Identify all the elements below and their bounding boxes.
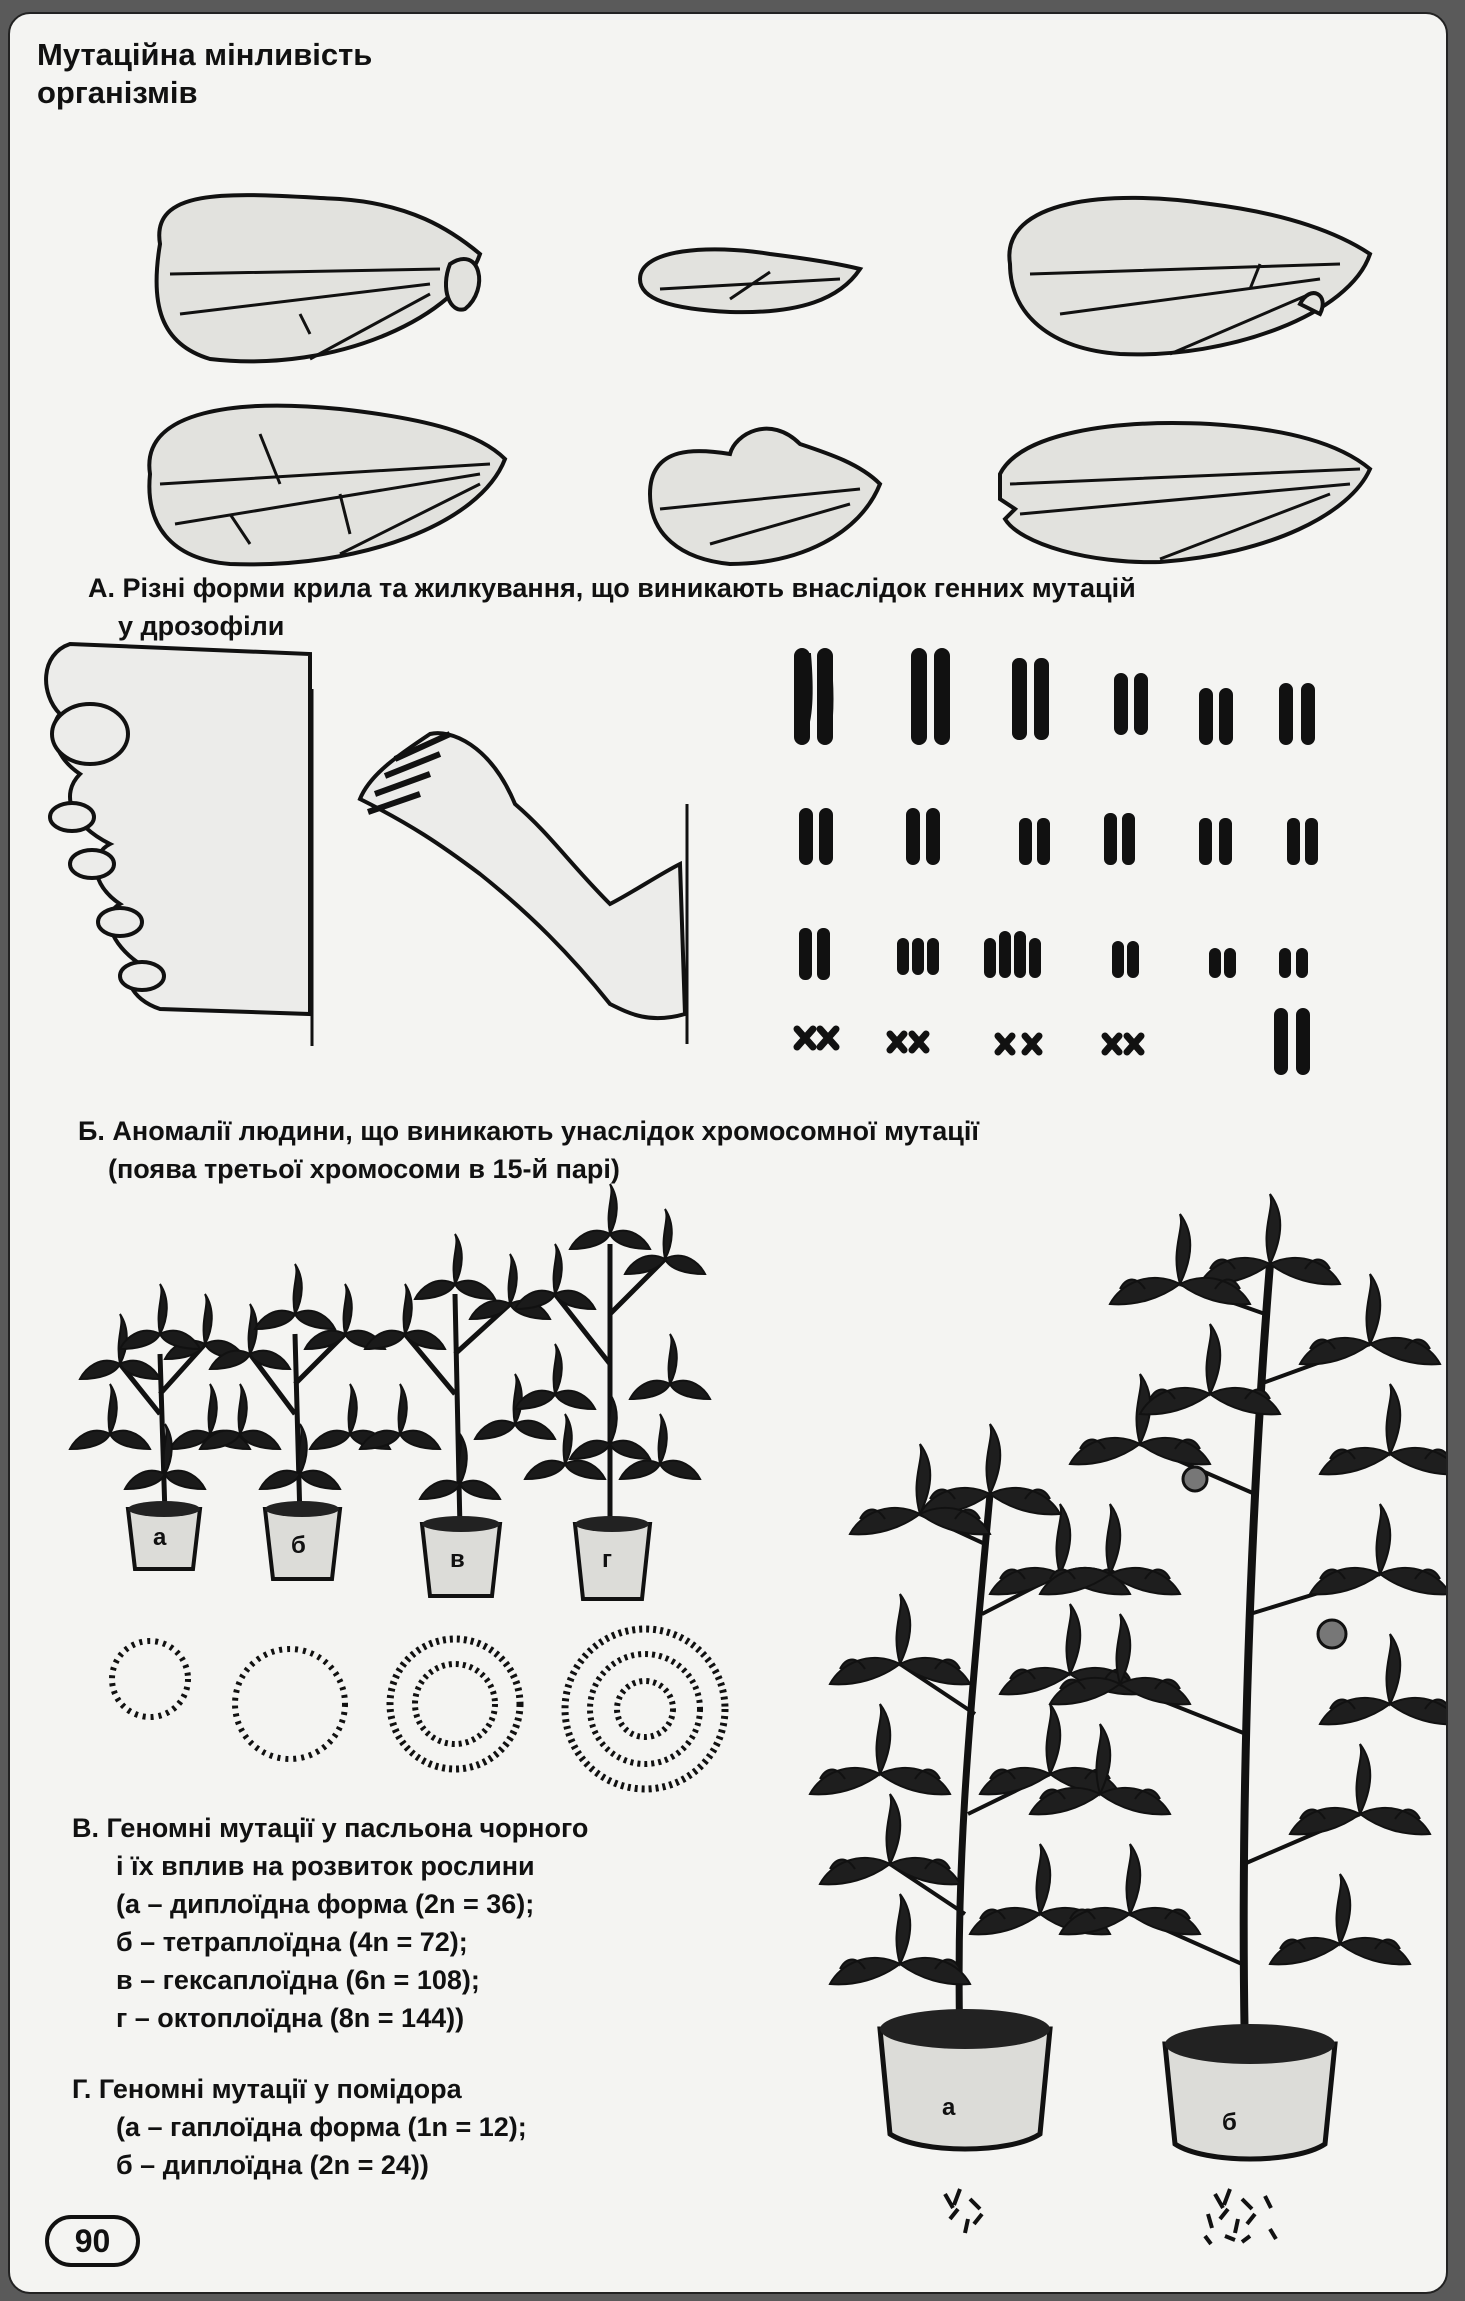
figure-g-caption-line-3: б – диплоїдна (2n = 24)): [116, 2150, 429, 2180]
figure-v-caption-line-6: г – октоплоїдна (8n = 144)): [116, 2003, 465, 2033]
figure-b-caption-line-1: Б. Аномалії людини, що виникають унаслідок хромосомної мутації: [78, 1116, 979, 1146]
tomato-chromosome-set-b: [1205, 2189, 1276, 2244]
figure-g-caption: [72, 2070, 792, 2184]
figure-v-caption-line-4: б – тетраплоїдна (4n = 72);: [116, 1927, 468, 1957]
pot-label-a: а: [153, 1524, 167, 1551]
figure-b-caption-line-2: (поява третьої хромосоми в 15-й парі): [108, 1154, 620, 1184]
figure-v-caption-line-3: (а – диплоїдна форма (2n = 36);: [116, 1889, 535, 1919]
pot-label-b: б: [291, 1532, 306, 1559]
pot-label-g: г: [602, 1546, 612, 1573]
figure-v-caption-line-1: В. Геномні мутації у пасльона чорного: [72, 1813, 589, 1843]
figure-g-caption-line-1: Г. Геномні мутації у помідора: [72, 2074, 462, 2104]
figure-v-caption-line-5: в – гексаплоїдна (6n = 108);: [116, 1965, 480, 1995]
chromosome-sets-g: [945, 2189, 1276, 2244]
title-line-1: Мутаційна мінливість: [37, 37, 373, 72]
textbook-page: [8, 12, 1448, 2294]
title-line-2: організмів: [37, 75, 198, 110]
tomato-chromosome-set-a: [945, 2189, 982, 2233]
page-number: 90: [45, 2215, 140, 2267]
figure-v-caption-line-2: і їх вплив на розвиток рослини: [116, 1851, 535, 1881]
figure-g-tomato: [10, 14, 1448, 2294]
figure-g-caption-line-2: (а – гаплоїдна форма (1n = 12);: [116, 2112, 527, 2142]
tomato-pot-label-b: б: [1222, 2109, 1237, 2136]
tomato-plant-a: [810, 1424, 1140, 2149]
tomato-pot-label-a: а: [942, 2094, 956, 2121]
figure-a-caption-line-1: А. Різні форми крила та жилкування, що виникають внаслідок генних мутацій: [88, 573, 1136, 603]
pot-label-v: в: [450, 1546, 465, 1573]
figure-a-caption-line-2: у дрозофіли: [118, 611, 285, 641]
